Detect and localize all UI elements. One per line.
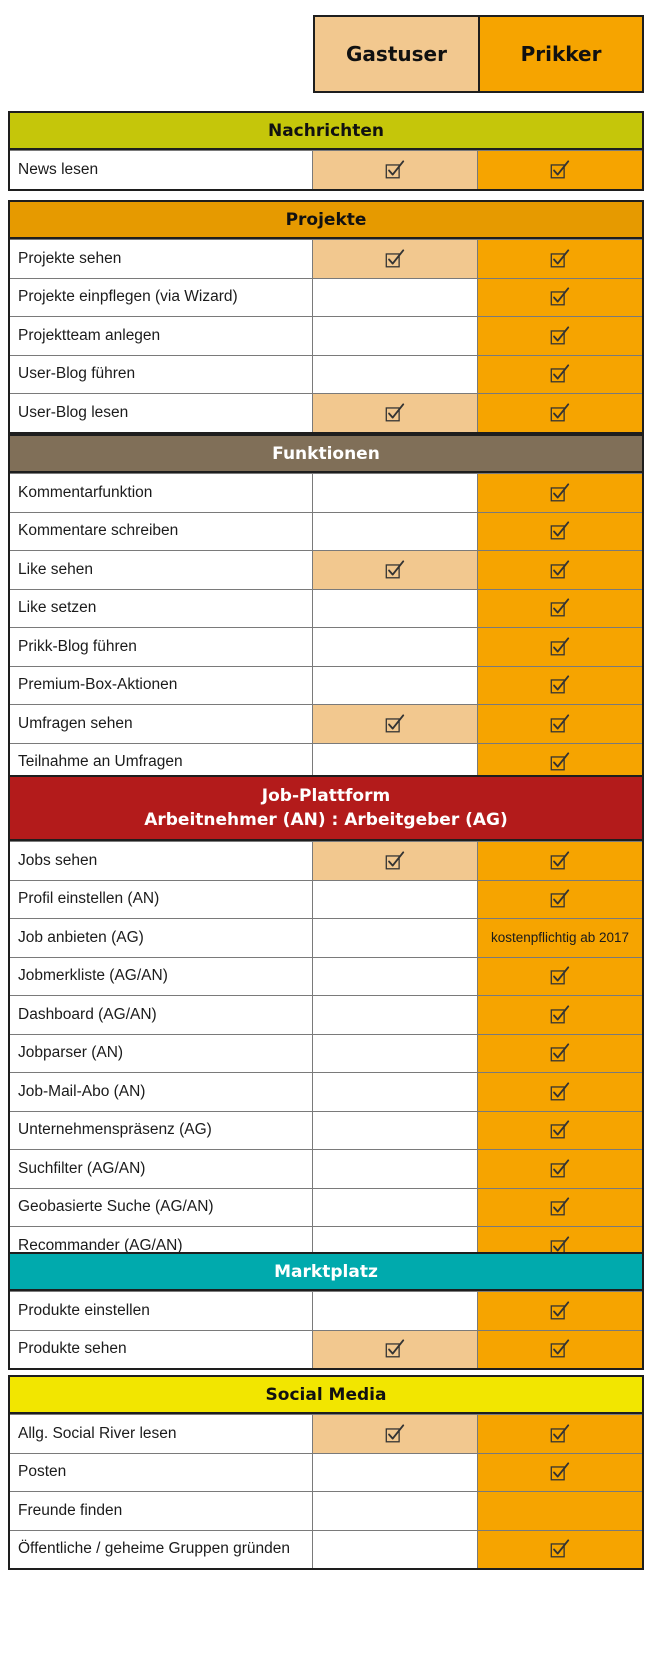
prikker-cell xyxy=(478,1492,642,1530)
section-5 xyxy=(8,1375,644,1570)
table-row xyxy=(10,278,642,317)
prikker-cell xyxy=(478,667,642,705)
prikker-cell xyxy=(478,1331,642,1369)
section-title-line: Funktionen xyxy=(272,443,380,464)
feature-label: Prikk-Blog führen xyxy=(10,628,313,666)
checkbox-checked-icon xyxy=(384,402,406,424)
gastuser-cell xyxy=(313,1035,478,1073)
checkbox-checked-icon xyxy=(549,888,571,910)
prikker-cell xyxy=(478,551,642,589)
feature-label: Projekte einpflegen (via Wizard) xyxy=(10,279,313,317)
checkbox-checked-icon xyxy=(549,674,571,696)
checkbox-checked-icon xyxy=(549,1158,571,1180)
gastuser-cell xyxy=(313,513,478,551)
checkbox-checked-icon xyxy=(549,1004,571,1026)
feature-label: Recommander (AG/AN) xyxy=(10,1227,313,1265)
feature-label: News lesen xyxy=(10,151,313,189)
feature-label: Produkte sehen xyxy=(10,1331,313,1369)
section-title xyxy=(10,113,642,150)
table-row xyxy=(10,473,642,512)
table-row xyxy=(10,957,642,996)
gastuser-cell xyxy=(313,240,478,278)
checkbox-checked-icon xyxy=(384,713,406,735)
prikker-cell xyxy=(478,1073,642,1111)
prikker-cell xyxy=(478,474,642,512)
gastuser-cell xyxy=(313,1331,478,1369)
prikker-note: kostenpflichtig ab 2017 xyxy=(490,930,630,946)
gastuser-cell xyxy=(313,394,478,432)
gastuser-cell xyxy=(313,705,478,743)
table-row xyxy=(10,1034,642,1073)
feature-label: Posten xyxy=(10,1454,313,1492)
checkbox-checked-icon xyxy=(549,520,571,542)
gastuser-cell xyxy=(313,1112,478,1150)
prikker-cell xyxy=(478,1035,642,1073)
prikker-cell xyxy=(478,513,642,551)
prikker-cell xyxy=(478,394,642,432)
feature-label: Umfragen sehen xyxy=(10,705,313,743)
prikker-cell xyxy=(478,842,642,880)
section-title xyxy=(10,202,642,239)
feature-label: Projektteam anlegen xyxy=(10,317,313,355)
gastuser-cell xyxy=(313,919,478,957)
table-row xyxy=(10,512,642,551)
table-row xyxy=(10,239,642,278)
gastuser-cell xyxy=(313,1415,478,1453)
feature-label: Profil einstellen (AN) xyxy=(10,881,313,919)
prikker-cell xyxy=(478,958,642,996)
section-0 xyxy=(8,111,644,191)
checkbox-checked-icon xyxy=(549,159,571,181)
section-title-line: Job-Plattform xyxy=(261,786,391,806)
table-row xyxy=(10,355,642,394)
gastuser-cell xyxy=(313,551,478,589)
checkbox-checked-icon xyxy=(549,965,571,987)
section-title xyxy=(10,777,642,841)
feature-label: Job-Mail-Abo (AN) xyxy=(10,1073,313,1111)
gastuser-cell xyxy=(313,1189,478,1227)
gastuser-cell xyxy=(313,279,478,317)
prikker-cell xyxy=(478,590,642,628)
feature-label: Geobasierte Suche (AG/AN) xyxy=(10,1189,313,1227)
column-header-gastuser: Gastuser xyxy=(315,17,480,91)
table-row xyxy=(10,666,642,705)
gastuser-cell xyxy=(313,1492,478,1530)
feature-label: Like setzen xyxy=(10,590,313,628)
gastuser-cell xyxy=(313,628,478,666)
feature-label: User-Blog lesen xyxy=(10,394,313,432)
feature-label: Projekte sehen xyxy=(10,240,313,278)
gastuser-cell xyxy=(313,356,478,394)
checkbox-checked-icon xyxy=(549,1300,571,1322)
feature-label: Dashboard (AG/AN) xyxy=(10,996,313,1034)
gastuser-cell xyxy=(313,1073,478,1111)
checkbox-checked-icon xyxy=(549,1042,571,1064)
checkbox-checked-icon xyxy=(549,850,571,872)
feature-label: Produkte einstellen xyxy=(10,1292,313,1330)
table-row xyxy=(10,1491,642,1530)
section-3 xyxy=(8,775,644,1267)
section-title-line: Nachrichten xyxy=(267,120,385,141)
gastuser-cell xyxy=(313,996,478,1034)
feature-label: Öffentliche / geheime Gruppen gründen xyxy=(10,1531,313,1569)
table-row xyxy=(10,1414,642,1453)
table-row xyxy=(10,1291,642,1330)
prikker-cell xyxy=(478,1112,642,1150)
gastuser-cell xyxy=(313,1454,478,1492)
checkbox-checked-icon xyxy=(549,363,571,385)
gastuser-cell xyxy=(313,1150,478,1188)
checkbox-checked-icon xyxy=(549,1338,571,1360)
prikker-cell xyxy=(478,356,642,394)
section-title-line: Social Media xyxy=(265,1384,387,1405)
section-2 xyxy=(8,434,644,783)
checkbox-checked-icon xyxy=(549,286,571,308)
prikker-cell xyxy=(478,1292,642,1330)
table-row xyxy=(10,995,642,1034)
feature-label: Kommentare schreiben xyxy=(10,513,313,551)
gastuser-cell xyxy=(313,590,478,628)
gastuser-cell xyxy=(313,1292,478,1330)
feature-label: Teilnahme an Umfragen xyxy=(10,744,313,782)
checkbox-checked-icon xyxy=(384,850,406,872)
feature-label: Suchfilter (AG/AN) xyxy=(10,1150,313,1188)
gastuser-cell xyxy=(313,842,478,880)
table-row xyxy=(10,550,642,589)
gastuser-cell xyxy=(313,1531,478,1569)
table-row xyxy=(10,316,642,355)
table-row xyxy=(10,1188,642,1227)
feature-label: Jobs sehen xyxy=(10,842,313,880)
table-row xyxy=(10,880,642,919)
gastuser-cell xyxy=(313,151,478,189)
prikker-cell xyxy=(478,279,642,317)
section-1 xyxy=(8,200,644,434)
table-row xyxy=(10,627,642,666)
checkbox-checked-icon xyxy=(549,751,571,773)
checkbox-checked-icon xyxy=(549,597,571,619)
checkbox-checked-icon xyxy=(549,559,571,581)
checkbox-checked-icon xyxy=(384,1338,406,1360)
feature-label: Jobmerkliste (AG/AN) xyxy=(10,958,313,996)
table-row xyxy=(10,150,642,189)
feature-label: Kommentarfunktion xyxy=(10,474,313,512)
checkbox-checked-icon xyxy=(549,1538,571,1560)
feature-label: Jobparser (AN) xyxy=(10,1035,313,1073)
section-4 xyxy=(8,1252,644,1370)
table-row xyxy=(10,1149,642,1188)
table-row xyxy=(10,589,642,628)
checkbox-checked-icon xyxy=(549,713,571,735)
feature-label: Like sehen xyxy=(10,551,313,589)
table-row xyxy=(10,704,642,743)
checkbox-checked-icon xyxy=(549,1081,571,1103)
feature-label: Premium-Box-Aktionen xyxy=(10,667,313,705)
prikker-cell xyxy=(478,996,642,1034)
prikker-cell xyxy=(478,1415,642,1453)
checkbox-checked-icon xyxy=(384,1423,406,1445)
checkbox-checked-icon xyxy=(384,559,406,581)
section-title-line: Marktplatz xyxy=(274,1261,378,1282)
gastuser-cell xyxy=(313,958,478,996)
gastuser-cell xyxy=(313,881,478,919)
prikker-cell xyxy=(478,881,642,919)
gastuser-cell xyxy=(313,474,478,512)
prikker-cell xyxy=(478,1454,642,1492)
table-row xyxy=(10,841,642,880)
feature-label: Freunde finden xyxy=(10,1492,313,1530)
prikker-cell xyxy=(478,628,642,666)
prikker-cell xyxy=(478,919,642,957)
feature-label: Allg. Social River lesen xyxy=(10,1415,313,1453)
checkbox-checked-icon xyxy=(549,1119,571,1141)
section-title xyxy=(10,436,642,473)
prikker-cell xyxy=(478,1150,642,1188)
checkbox-checked-icon xyxy=(549,402,571,424)
gastuser-cell xyxy=(313,667,478,705)
feature-label: User-Blog führen xyxy=(10,356,313,394)
prikker-cell xyxy=(478,1531,642,1569)
checkbox-checked-icon xyxy=(384,248,406,270)
prikker-cell xyxy=(478,705,642,743)
checkbox-checked-icon xyxy=(549,636,571,658)
checkbox-checked-icon xyxy=(549,482,571,504)
table-row xyxy=(10,1330,642,1369)
prikker-cell xyxy=(478,240,642,278)
checkbox-checked-icon xyxy=(549,248,571,270)
section-title xyxy=(10,1377,642,1414)
section-title xyxy=(10,1254,642,1291)
feature-label: Job anbieten (AG) xyxy=(10,919,313,957)
column-header xyxy=(313,15,644,93)
checkbox-checked-icon xyxy=(549,1196,571,1218)
section-title-line: Projekte xyxy=(285,209,367,230)
table-row xyxy=(10,1111,642,1150)
feature-label: Unternehmenspräsenz (AG) xyxy=(10,1112,313,1150)
prikker-cell xyxy=(478,151,642,189)
checkbox-checked-icon xyxy=(384,159,406,181)
section-title-line: Arbeitnehmer (AN) : Arbeitgeber (AG) xyxy=(144,810,508,830)
prikker-cell xyxy=(478,317,642,355)
checkbox-checked-icon xyxy=(549,1423,571,1445)
checkbox-checked-icon xyxy=(549,325,571,347)
table-row xyxy=(10,1453,642,1492)
column-header-prikker: Prikker xyxy=(480,17,642,91)
gastuser-cell xyxy=(313,317,478,355)
table-row xyxy=(10,1530,642,1569)
checkbox-checked-icon xyxy=(549,1461,571,1483)
table-row xyxy=(10,918,642,957)
table-row xyxy=(10,393,642,432)
table-row xyxy=(10,1072,642,1111)
prikker-cell xyxy=(478,1189,642,1227)
